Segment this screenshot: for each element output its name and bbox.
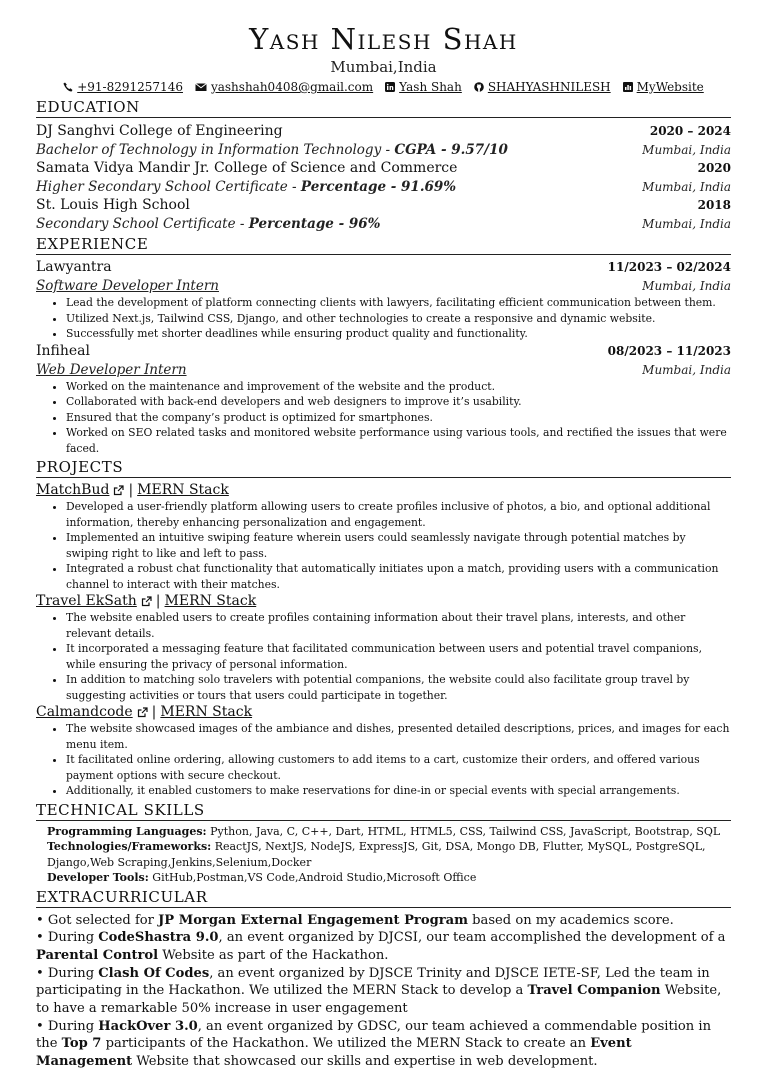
list-item: • Ensured that the company’s product is optimized for smartphones. xyxy=(66,410,731,426)
project-entry xyxy=(36,592,731,703)
section-education-heading: EDUCATION xyxy=(36,98,731,118)
list-item: • Additionally, it enabled customers to make reservations for dine-in or special events with special arrangements. xyxy=(66,783,731,799)
project-link[interactable]: MatchBud xyxy=(36,482,110,498)
degree-line: Secondary School Certificate - Percentage - 96% xyxy=(36,216,381,232)
phone-icon xyxy=(63,82,73,92)
skill-value: GitHub,Postman,VS Code,Android Studio,Microsoft Office xyxy=(152,871,477,884)
project-link[interactable]: Travel EkSath xyxy=(36,593,137,609)
skill-row xyxy=(47,870,731,886)
candidate-name: Yash Nilesh Shah xyxy=(249,22,518,56)
project-bullets xyxy=(36,721,731,799)
experience-bullets xyxy=(36,379,731,457)
score: Percentage - 96% xyxy=(248,216,381,232)
project-stack: MERN Stack xyxy=(160,704,253,720)
contact-github[interactable] xyxy=(474,78,611,96)
list-item: • Successfully met shorter deadlines while ensuring product quality and functionality. xyxy=(66,326,731,342)
section-projects-heading: PROJECTS xyxy=(36,458,731,478)
score: Percentage - 91.69% xyxy=(300,179,457,195)
project-link[interactable]: Calmandcode xyxy=(36,704,133,720)
education-entry xyxy=(36,196,731,233)
degree-line: Higher Secondary School Certificate - Percentage - 91.69% xyxy=(36,179,457,195)
list-item: • Implemented an intuitive swiping feature wherein users could seamlessly navigate through potential matches by swiping right to like and left to pass. xyxy=(66,530,731,561)
experience-list xyxy=(36,255,731,456)
mail-icon xyxy=(195,82,207,92)
skill-label: Technologies/Frameworks: xyxy=(47,840,212,853)
project-stack: MERN Stack xyxy=(164,593,257,609)
company-name: Infiheal xyxy=(36,342,91,359)
contact-email[interactable] xyxy=(195,78,373,96)
contact-website[interactable] xyxy=(623,78,704,96)
school-name: Samata Vidya Mandir Jr. College of Science and Commerce xyxy=(36,160,458,176)
extracurricular-item: • During Clash Of Codes, an event organized by DJSCE Trinity and DJSCE IETE-SF, Led the team in participating in the Hackathon. We utilized the MERN Stack to develop a Travel Companion Website, to have a remarkable 50% increase in user engagement xyxy=(36,965,722,1017)
section-experience-heading: EXPERIENCE xyxy=(36,235,731,255)
linkedin-icon xyxy=(385,82,395,92)
school-name: DJ Sanghvi College of Engineering xyxy=(36,123,283,139)
job-role: Software Developer Intern xyxy=(36,278,219,294)
experience-place: Mumbai, India xyxy=(642,279,731,293)
website-icon xyxy=(623,82,633,92)
email-link[interactable]: yashshah0408@gmail.com xyxy=(210,80,374,94)
project-bullets xyxy=(36,499,731,592)
section-extracurricular-heading: EXTRACURRICULAR xyxy=(36,888,731,908)
education-date: 2020 – 2024 xyxy=(649,124,731,138)
skill-label: Programming Languages: xyxy=(47,824,207,838)
project-stack: MERN Stack xyxy=(137,482,229,498)
experience-date: 08/2023 – 11/2023 xyxy=(607,343,731,358)
external-link-icon[interactable] xyxy=(137,707,148,718)
github-icon xyxy=(474,82,484,92)
list-item: • The website showcased images of the ambiance and dishes, presented detailed descriptions, prices, and images for each menu item. xyxy=(66,721,731,752)
contact-bar xyxy=(36,78,731,96)
skill-row xyxy=(47,839,731,870)
candidate-location: Mumbai,India xyxy=(330,58,437,76)
contact-linkedin[interactable] xyxy=(385,78,462,96)
score: CGPA - 9.57/10 xyxy=(394,142,508,158)
company-name: Lawyantra xyxy=(36,259,112,275)
skill-row xyxy=(47,824,731,840)
list-item: • Lead the development of platform connecting clients with lawyers, facilitating efficient communication between them. xyxy=(66,295,731,311)
list-item: • Worked on SEO related tasks and monitored website performance using various tools, and rectified the issues that were faced. xyxy=(66,425,731,456)
list-item: • Worked on the maintenance and improvement of the website and the product. xyxy=(66,379,731,395)
skill-label: Developer Tools: xyxy=(47,871,149,884)
list-item: • Developed a user-friendly platform allowing users to create profiles inclusive of photos, a bio, and optional additional information, thereby enhancing personalization and engagement. xyxy=(66,499,731,530)
list-item: • In addition to matching solo travelers with potential companions, the website could also facilitate group travel by suggesting activities or tours that users could participate in together. xyxy=(66,672,731,703)
school-name: St. Louis High School xyxy=(36,197,190,213)
list-item: • The website enabled users to create profiles containing information about their travel plans, interests, and other relevant details. xyxy=(66,610,731,641)
project-entry xyxy=(36,481,731,592)
website-link[interactable]: MyWebsite xyxy=(636,80,704,94)
phone-link[interactable]: +91-8291257146 xyxy=(77,80,183,94)
job-role: Web Developer Intern xyxy=(36,361,187,378)
list-item: • It incorporated a messaging feature that facilitated communication between users and potential travel companions, while ensuring the privacy of personal information. xyxy=(66,641,731,672)
resume-page xyxy=(36,22,731,1071)
education-place: Mumbai, India xyxy=(642,143,731,157)
list-item: • Integrated a robust chat functionality that automatically initiates upon a match, providing users with a communication channel to interact with their matches. xyxy=(66,561,731,592)
degree-line: Bachelor of Technology in Information Technology - CGPA - 9.57/10 xyxy=(36,142,508,158)
experience-place: Mumbai, India xyxy=(642,362,731,377)
separator: | xyxy=(151,704,157,720)
extracurricular-item: • During HackOver 3.0, an event organized by GDSC, our team achieved a commendable position in the Top 7 participants of the Hackathon. We utilized the MERN Stack to create an Event Management Website that showcased our skills and expertise in web development. xyxy=(36,1018,712,1070)
project-bullets xyxy=(36,610,731,703)
contact-phone[interactable] xyxy=(63,78,183,96)
extracurricular-item: • During CodeShastra 9.0, an event organized by DJCSI, our team accomplished the development of a Parental Control Website as part of the Hackathon. xyxy=(36,930,726,963)
list-item: • It facilitated online ordering, allowing customers to add items to a cart, customize their orders, and offered various payment options with secure checkout. xyxy=(66,752,731,783)
skill-value: Python, Java, C, C++, Dart, HTML, HTML5, CSS, Tailwind CSS, JavaScript, Bootstrap, SQL xyxy=(210,824,721,838)
linkedin-link[interactable]: Yash Shah xyxy=(399,80,462,94)
separator: | xyxy=(128,482,134,498)
education-entry xyxy=(36,159,731,196)
external-link-icon[interactable] xyxy=(113,485,124,496)
education-entry xyxy=(36,122,731,159)
github-link[interactable]: SHAHYASHNILESH xyxy=(487,80,611,94)
education-list xyxy=(36,118,731,233)
experience-bullets xyxy=(36,295,731,342)
separator: | xyxy=(155,593,161,609)
education-place: Mumbai, India xyxy=(642,217,731,231)
project-entry xyxy=(36,703,731,799)
projects-list xyxy=(36,478,731,799)
skills-list xyxy=(36,821,731,886)
skill-value: ReactJS, NextJS, NodeJS, ExpressJS, Git, DSA, Mongo DB, Flutter, MySQL, PostgreSQL, Django,Web Scraping,Jenkins,Selenium,Docker xyxy=(47,840,706,869)
extracurricular-list xyxy=(36,908,731,1071)
education-date: 2018 xyxy=(697,198,731,212)
extracurricular-item: • Got selected for JP Morgan External Engagement Program based on my academics score. xyxy=(36,912,674,928)
experience-entry xyxy=(36,342,731,457)
list-item: • Utilized Next.js, Tailwind CSS, Django, and other technologies to create a responsive and dynamic website. xyxy=(66,311,731,327)
experience-date: 11/2023 – 02/2024 xyxy=(607,260,731,274)
education-place: Mumbai, India xyxy=(642,180,731,194)
list-item: • Collaborated with back-end developers and web designers to improve it’s usability. xyxy=(66,394,731,410)
external-link-icon[interactable] xyxy=(141,596,152,607)
section-skills-heading: TECHNICAL SKILLS xyxy=(36,801,731,821)
experience-entry xyxy=(36,258,731,342)
education-date: 2020 xyxy=(697,161,731,175)
